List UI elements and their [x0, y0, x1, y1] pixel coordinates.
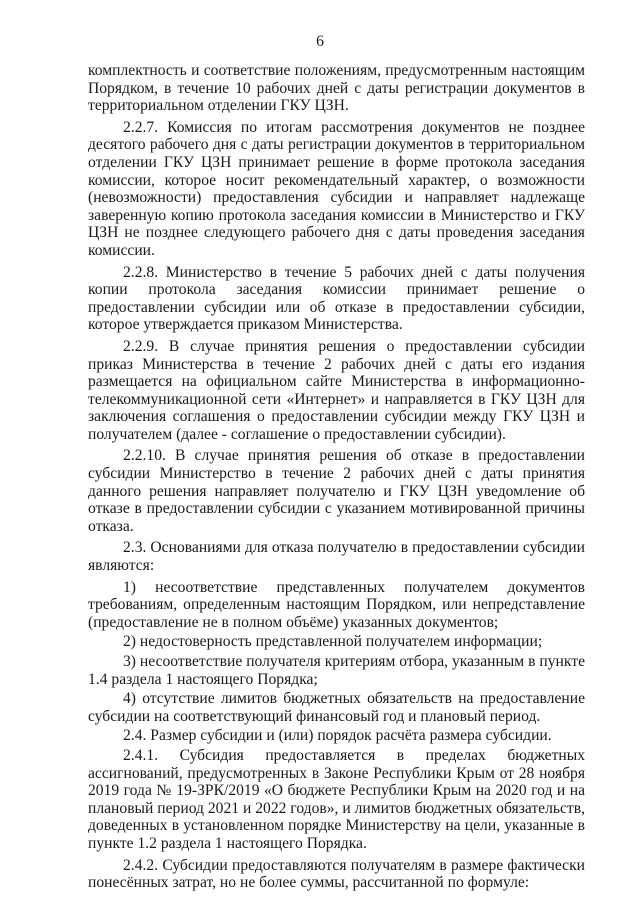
- paragraph-2-4: 2.4. Размер субсидии и (или) порядок расчёта размера субсидии.: [123, 727, 552, 745]
- paragraph-2-4-1: 2.4.1. Субсидия предоставляется в пределах бюджетных ассигнований, предусмотренных в Законе Республики Крым от 28 ноября 2019 года № 19-ЗРК/2019 «О бюджете Республики Крым на 2020 год и на плановый период 2021 и 2022 годов», и лимитов бюджетных обязательств, доведенных в установленном порядке Министерству на цели, указанные в пункте 1.2 раздела 1 настоящего Порядка.: [88, 746, 585, 852]
- list-item-1: 1) несоответствие представленных получателем документов требованиям, определенным настоящим Порядком, или непредставление (предоставление не в полном объёме) указанных документов;: [88, 578, 585, 631]
- list-item-3: 3) несоответствие получателя критериям отбора, указанным в пункте 1.4 раздела 1 настоящего Порядка;: [88, 653, 585, 688]
- list-item-2: 2) недостоверность представленной получателем информации;: [123, 633, 543, 651]
- list-item-4: 4) отсутствие лимитов бюджетных обязательств на предоставление субсидии на соответствующий финансовый год и плановый период.: [88, 690, 585, 725]
- paragraph-2-2-10: 2.2.10. В случае принятия решения об отказе в предоставлении субсидии Министерство в течение 2 рабочих дней с даты принятия данного решения направляет получателю и ГКУ ЦЗН уведомление об отказе в предоставлении субсидии с указанием мотивированной причины отказа.: [88, 447, 585, 535]
- paragraph-2-2-7: 2.2.7. Комиссия по итогам рассмотрения документов не позднее десятого рабочего дня с даты регистрации документов в территориальном отделении ГКУ ЦЗН принимает решение в форме протокола заседания комиссии, которое носит рекомендательный характер, о возможности (невозможности) предоставления субсидии и направляет надлежаще заверенную копию протокола заседания комиссии в Министерство и ГКУ ЦЗН не позднее следующего рабочего дня с даты проведения заседания комиссии.: [88, 118, 585, 259]
- document-body: [88, 62, 585, 892]
- paragraph-2-2-8: 2.2.8. Министерство в течение 5 рабочих дней с даты получения копии протокола заседания комиссии принимает решение о предоставлении субсидии или об отказе в предоставлении субсидии, которое утверждается приказом Министерства.: [88, 263, 585, 334]
- paragraph-2-2-9: 2.2.9. В случае принятия решения о предоставлении субсидии приказ Министерства в течение 2 рабочих дней с даты его издания размещается на официальном сайте Министерства в информационно-телекоммуникационной сети «Интернет» и направляется в ГКУ ЦЗН для заключения соглашения о предоставлении субсидии между ГКУ ЦЗН и получателем (далее - соглашение о предоставлении субсидии).: [88, 337, 585, 443]
- paragraph-2-4-2: 2.4.2. Субсидии предоставляются получателям в размере фактически понесённых затрат, но не более суммы, рассчитанной по формуле:: [88, 856, 585, 892]
- page-number: 6: [316, 33, 324, 50]
- paragraph-2-3: 2.3. Основаниями для отказа получателю в предоставлении субсидии являются:: [88, 539, 585, 575]
- paragraph-continuation: комплектность и соответствие положениям, предусмотренным настоящим Порядком, в течение 10 рабочих дней с даты регистрации документов в территориальном отделении ГКУ ЦЗН.: [88, 62, 585, 115]
